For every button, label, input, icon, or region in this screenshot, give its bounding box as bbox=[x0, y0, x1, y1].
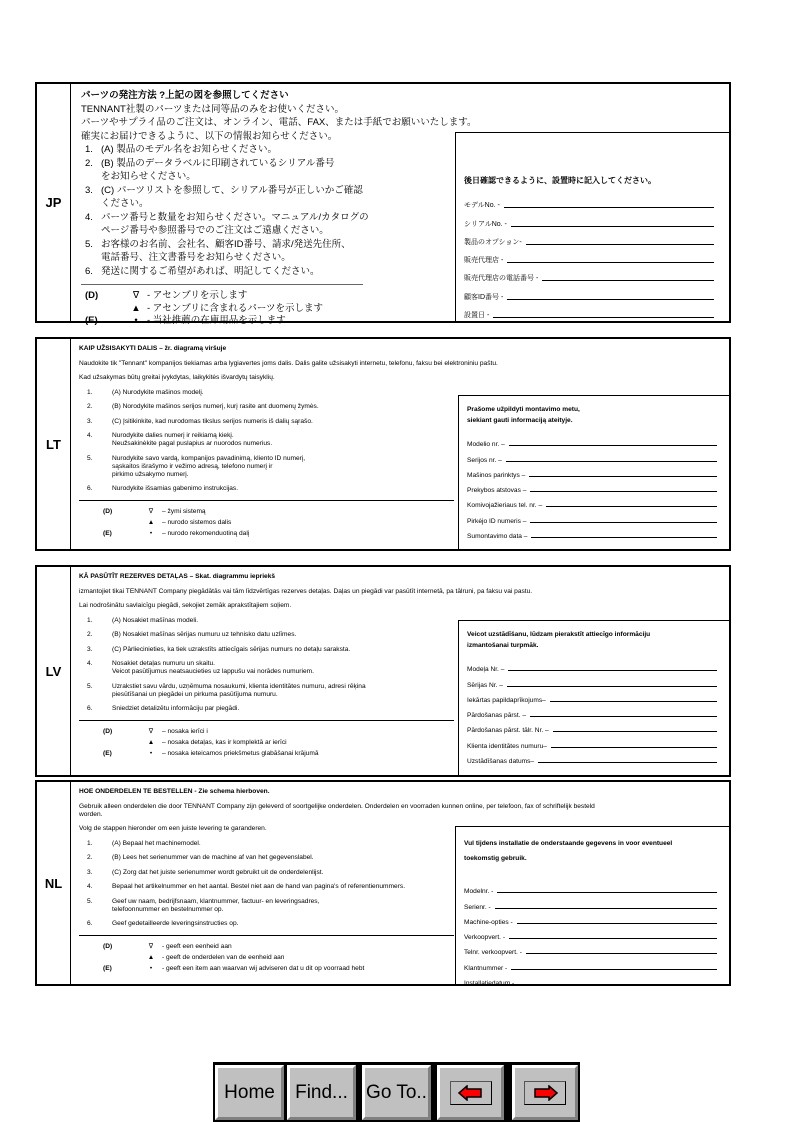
assembly-triangle-icon: ∇ bbox=[148, 727, 154, 735]
field-input-line[interactable] bbox=[511, 969, 717, 970]
field-input-line[interactable] bbox=[542, 280, 714, 281]
section-jp bbox=[35, 82, 731, 326]
next-page-button[interactable] bbox=[512, 1065, 578, 1120]
form-field bbox=[464, 229, 714, 247]
language-code: JP bbox=[37, 84, 71, 321]
step-text: (B) Norodykite mašinos serijos numerį, kurį rasite ant duomenų žymės. bbox=[112, 403, 319, 410]
navigation-bar bbox=[213, 1062, 580, 1122]
bullet-icon: • bbox=[149, 529, 153, 537]
field-label: Modelnr. - bbox=[464, 888, 494, 896]
field-label: Sumontavimo data – bbox=[467, 533, 528, 541]
field-label: 製品のオプション- bbox=[464, 238, 522, 246]
step-text: お客様のお名前、会社名、顧客ID番号、請求/発送先住所、 電話番号、注文書番号をお知らせください。 bbox=[101, 238, 351, 263]
legend-text: - geeft de onderdelen van de eenheid aan bbox=[162, 953, 285, 961]
form-field bbox=[464, 265, 714, 283]
field-input-line[interactable] bbox=[509, 938, 717, 939]
assembly-triangle-icon: ∇ bbox=[148, 507, 154, 515]
field-input-line[interactable] bbox=[553, 731, 717, 732]
field-label: 顧客ID番号 - bbox=[464, 293, 504, 301]
step-text: (A) Nosakiet mašīnas modeli. bbox=[112, 616, 199, 624]
form-field bbox=[467, 689, 717, 704]
home-button[interactable]: Home bbox=[215, 1065, 284, 1120]
step-number: 4. bbox=[87, 432, 93, 439]
field-label: 販売代理店 - bbox=[464, 257, 504, 265]
form-field bbox=[467, 750, 717, 765]
step-number: 4. bbox=[87, 883, 93, 890]
form-field bbox=[467, 734, 717, 749]
field-label: Modeļa Nr. – bbox=[467, 666, 505, 674]
step-text: (B) Nosakiet mašīnas sērijas numuru uz tehnisko datu uzlīmes. bbox=[112, 631, 297, 638]
step-number: 6. bbox=[85, 265, 93, 277]
bullet-icon: • bbox=[134, 315, 138, 326]
step-text: (C) Pārliecinieties, ka tiek uzrakstīts attiecīgais sērijas numurs no detaļu saraksta. bbox=[112, 645, 351, 653]
language-code: LT bbox=[37, 339, 71, 549]
step-text: Nurodykite dalies numerį ir reikiamą kiekį. Neužsakinėkite pagal puslapius ar nuorodos numerius. bbox=[112, 432, 273, 447]
step-number: 2. bbox=[85, 157, 93, 169]
field-input-line[interactable] bbox=[507, 686, 717, 687]
field-input-line[interactable] bbox=[508, 670, 717, 671]
assembly-triangle-icon: ∇ bbox=[132, 290, 140, 301]
step-text: Geef gedetailleerde leveringsinstructies op. bbox=[112, 920, 239, 927]
legend-key: (D) bbox=[103, 507, 113, 515]
step-number: 5. bbox=[85, 238, 93, 250]
legend-text: - 当社推薦の在庫用品を示します bbox=[147, 315, 286, 326]
step-number: 3. bbox=[87, 868, 93, 876]
installation-record-form bbox=[458, 395, 729, 549]
field-label: Klantnummer - bbox=[464, 964, 508, 972]
installation-record-form bbox=[455, 132, 729, 321]
form-field bbox=[467, 448, 717, 463]
form-field bbox=[464, 283, 714, 301]
legend-text: – nosaka ierīci i bbox=[162, 727, 208, 735]
step-number: 1. bbox=[87, 839, 93, 847]
field-input-line[interactable] bbox=[511, 226, 714, 227]
field-label: Uzstādīšanas datums– bbox=[467, 758, 535, 766]
form-field bbox=[464, 895, 717, 910]
intro-text: Lai nodrošinātu savlaicīgu piegādi, sekojiet zemāk aprakstītajiem soļiem. bbox=[79, 602, 292, 609]
field-input-line[interactable] bbox=[506, 461, 717, 462]
field-label: Modelio nr. – bbox=[467, 441, 505, 449]
section-title: HOE ONDERDELEN TE BESTELLEN - Zie schema hierboven. bbox=[79, 788, 270, 795]
form-field bbox=[467, 494, 717, 509]
step-text: (C) Įsitikinkite, kad nurodomas tikslus serijos numeris iš dalių sąrašo. bbox=[112, 417, 313, 425]
field-label: Installatiedatum - bbox=[464, 980, 515, 988]
field-input-line[interactable] bbox=[550, 701, 717, 702]
step-text: (C) パーツリストを参照して、シリアル番号が正しいかご確認 ください。 bbox=[101, 184, 363, 209]
intro-text: Kad užsakymas būtų greitai įvykdytas, laikykitės išvardytų taisyklių. bbox=[79, 374, 275, 381]
form-field bbox=[464, 192, 714, 210]
language-code: NL bbox=[37, 782, 71, 984]
field-label: Machine-opties - bbox=[464, 918, 513, 926]
section-title: パーツの発注方法 ?上記の図を参照してください bbox=[81, 90, 289, 101]
form-field bbox=[467, 433, 717, 448]
step-text: Geef uw naam, bedrijfsnaam, klantnummer, factuur- en leveringsadres, telefoonnummer en bestelnummer op. bbox=[112, 897, 320, 913]
step-text: 発送に関するご希望があれば、明記してください。 bbox=[101, 265, 320, 277]
field-input-line[interactable] bbox=[531, 537, 717, 538]
section-nl bbox=[35, 780, 731, 986]
step-text: (A) 製品のモデル名をお知らせください。 bbox=[101, 144, 278, 155]
form-field bbox=[464, 926, 717, 941]
form-field bbox=[464, 880, 717, 895]
field-input-line[interactable] bbox=[507, 299, 714, 300]
section-title: KAIP UŽSISAKYTI DALIS – žr. diagramą viršuje bbox=[79, 345, 227, 352]
field-label: Serijos nr. – bbox=[467, 456, 502, 464]
form-field bbox=[464, 956, 717, 971]
part-triangle-icon: ▲ bbox=[147, 953, 155, 961]
arrow-right-icon bbox=[524, 1081, 566, 1105]
find-button[interactable]: Find... bbox=[287, 1065, 356, 1120]
previous-page-button[interactable] bbox=[437, 1065, 504, 1120]
step-number: 3. bbox=[87, 417, 93, 425]
field-input-line[interactable] bbox=[530, 522, 717, 523]
form-title: Veicot uzstādīšanu, lūdzam pierakstīt attiecīgo informāciju izmantošanai turpmāk. bbox=[467, 631, 651, 649]
field-input-line[interactable] bbox=[509, 445, 717, 446]
form-title: 後日確認できるように、設置時に記入してください。 bbox=[464, 176, 656, 185]
field-input-line[interactable] bbox=[529, 476, 717, 477]
step-number: 3. bbox=[85, 184, 93, 196]
step-text: (A) Nurodykite mašinos modelį. bbox=[112, 388, 204, 396]
intro-text: 確実にお届けできるように、以下の情報お知らせください。 bbox=[81, 130, 338, 142]
step-text: Uzrakstiet savu vārdu, uzņēmuma nosaukumi, klienta identitātes numuru, adresi rēķina piesūtīšanai un piegādei un pirkuma pasūtījuma numuru. bbox=[112, 682, 366, 698]
field-label: Pārdošanas pārst. – bbox=[467, 712, 527, 720]
step-number: 4. bbox=[87, 660, 93, 667]
language-code: LV bbox=[37, 567, 71, 775]
form-field bbox=[464, 247, 714, 265]
form-field bbox=[467, 719, 717, 734]
form-field bbox=[464, 210, 714, 228]
step-number: 6. bbox=[87, 920, 93, 927]
field-input-line[interactable] bbox=[530, 716, 717, 717]
legend-text: - geeft een item aan waarvan wij adviseren dat u dit op voorraad hebt bbox=[162, 964, 365, 972]
step-number: 1. bbox=[87, 616, 93, 624]
arrow-left-icon bbox=[450, 1081, 492, 1105]
field-input-line[interactable] bbox=[493, 317, 714, 318]
step-number: 3. bbox=[87, 645, 93, 653]
step-text: (B) Lees het serienummer van de machine af van het gegevenslabel. bbox=[112, 854, 314, 861]
step-number: 2. bbox=[87, 631, 93, 638]
legend-key: (D) bbox=[103, 727, 113, 735]
step-number: 5. bbox=[87, 454, 93, 462]
section-lv bbox=[35, 565, 731, 777]
form-field bbox=[467, 658, 717, 673]
legend-key: (E) bbox=[85, 315, 98, 326]
legend-text: – nurodo sistemos dalis bbox=[162, 518, 232, 526]
field-label: Mašinos parinktys – bbox=[467, 471, 526, 479]
step-number: 2. bbox=[87, 403, 93, 410]
step-text: (B) 製品のデータラベルに印刷されているシリアル番号 をお知らせください。 bbox=[101, 157, 335, 182]
form-title: Vul tijdens installatie de onderstaande gegevens in voor eventueel toekomstig gebruik. bbox=[464, 840, 673, 862]
step-number: 1. bbox=[87, 388, 93, 396]
legend-text: – nurodo rekomenduotiną dalį bbox=[162, 529, 250, 537]
legend-text: – nosaka detaļas, kas ir komplektā ar ierīci bbox=[162, 738, 287, 746]
legend-key: (E) bbox=[103, 749, 112, 757]
legend-text: - アセンブリに含まれるパーツを示します bbox=[147, 302, 323, 314]
step-number: 2. bbox=[87, 854, 93, 861]
divider bbox=[81, 284, 363, 285]
divider bbox=[79, 720, 454, 721]
intro-text: TENNANT社製のパーツまたは同等品のみをお使いください。 パーツやサプライ品のご注文は、オンライン、電話、FAX、または手紙でお願いいたします。 bbox=[81, 103, 477, 128]
field-input-line[interactable] bbox=[530, 491, 717, 492]
field-input-line[interactable] bbox=[526, 244, 714, 245]
field-label: 設置日 - bbox=[464, 312, 490, 320]
intro-text: Naudokite tik "Tennant" kompanijos tiekiamas arba lygiavertes joms dalis. Dalis galite užsisakyti internetu, telefonu, faksu bei elektroniniu paštu. bbox=[79, 359, 498, 367]
field-label: Komivojažieriaus tel. nr. – bbox=[467, 502, 543, 510]
bullet-icon: • bbox=[149, 964, 153, 972]
field-input-line[interactable] bbox=[538, 762, 717, 763]
legend-text: - アセンブリを示します bbox=[147, 290, 248, 301]
step-number: 1. bbox=[85, 144, 93, 155]
field-label: Telnr. verkoopvert. - bbox=[464, 949, 522, 957]
intro-text: izmantojiet tikai TENNANT Company piegādātās vai tām līdzvērtīgas rezerves detaļas. Daļas un piegādi var pasūtīt internetā, pa tālruni, pa faksu vai pastu. bbox=[79, 587, 533, 595]
field-input-line[interactable] bbox=[551, 747, 717, 748]
field-input-line[interactable] bbox=[517, 923, 717, 924]
field-label: シリアルNo. - bbox=[464, 220, 507, 228]
legend-text: – žymi sistemą bbox=[162, 507, 206, 515]
form-field bbox=[467, 479, 717, 494]
form-title: Prašome užpildyti montavimo metu, siekiant gauti informaciją ateityje. bbox=[467, 406, 580, 424]
step-text: Nurodykite išsamias gabenimo instrukcijas. bbox=[112, 485, 239, 492]
go-to-button[interactable]: Go To.. bbox=[362, 1065, 431, 1120]
field-input-line[interactable] bbox=[526, 953, 717, 954]
form-field bbox=[467, 673, 717, 688]
step-number: 6. bbox=[87, 705, 93, 712]
step-text: パーツ番号と数量をお知らせください。マニュアル/カタログの ページ番号や参照番号でのご注文はご遠慮ください。 bbox=[101, 211, 369, 236]
field-label: Serienr. - bbox=[464, 903, 491, 911]
field-label: モデルNo. - bbox=[464, 202, 500, 210]
form-field bbox=[464, 972, 717, 987]
divider bbox=[79, 500, 454, 501]
form-field bbox=[464, 911, 717, 926]
field-input-line[interactable] bbox=[518, 984, 717, 985]
step-text: Nurodykite savo vardą, kompanijos pavadinimą, kliento ID numerį, sąskaitos išrašymo ir vežimo adresą, telefono numerį ir pirkimo užsakymo numerį. bbox=[112, 454, 306, 478]
form-field bbox=[467, 704, 717, 719]
section-lt bbox=[35, 337, 731, 551]
legend-text: – nosaka ieteicamos priekšmetus glabāšanai krājumā bbox=[162, 749, 319, 757]
field-input-line[interactable] bbox=[504, 207, 714, 208]
legend-text: - geeft een eenheid aan bbox=[162, 942, 232, 950]
form-field bbox=[467, 464, 717, 479]
step-text: (A) Bepaal het machinemodel. bbox=[112, 839, 201, 847]
part-triangle-icon: ▲ bbox=[147, 518, 155, 526]
installation-record-form bbox=[455, 826, 729, 988]
installation-record-form bbox=[458, 620, 729, 775]
step-number: 4. bbox=[85, 211, 93, 223]
field-label: Sērijas Nr. – bbox=[467, 681, 503, 689]
field-input-line[interactable] bbox=[507, 262, 714, 263]
field-label: Iekārtas papildaprīkojums– bbox=[467, 696, 546, 704]
legend-key: (E) bbox=[103, 529, 112, 537]
field-label: Pārdošanas pārst. tālr. Nr. – bbox=[467, 727, 549, 735]
legend-key: (D) bbox=[103, 942, 113, 950]
section-title: KĀ PASŪTĪT REZERVES DETAĻAS – Skat. diagrammu iepriekš bbox=[79, 573, 276, 580]
field-input-line[interactable] bbox=[495, 908, 717, 909]
step-text: Sniedziet detalizētu informāciju par piegādi. bbox=[112, 705, 240, 712]
part-triangle-icon: ▲ bbox=[131, 302, 141, 314]
field-label: Verkoopvert. - bbox=[464, 934, 506, 942]
step-text: Nosakiet detaļas numuru un skaitu. Veicot pasūtījumus neatsaucieties uz lappušu vai norādes numuriem. bbox=[112, 660, 314, 675]
form-field bbox=[464, 302, 714, 320]
legend-key: (D) bbox=[85, 290, 99, 301]
field-input-line[interactable] bbox=[546, 506, 717, 507]
step-text: Bepaal het artikelnummer en het aantal. Bestel niet aan de hand van pagina's of referentienummers. bbox=[112, 883, 406, 890]
field-label: 販売代理店の電話番号 - bbox=[464, 275, 539, 283]
bullet-icon: • bbox=[149, 749, 153, 757]
form-field bbox=[467, 525, 717, 540]
form-field bbox=[467, 509, 717, 524]
part-triangle-icon: ▲ bbox=[147, 738, 155, 746]
step-number: 6. bbox=[87, 485, 93, 492]
intro-text: Gebruik alleen onderdelen die door TENNANT Company zijn geleverd of soortgelijke onderdelen. Onderdelen en voorraden kunnen online, per telefoon, fax of schriftelijk besteld worden. bbox=[79, 802, 595, 818]
field-input-line[interactable] bbox=[497, 892, 717, 893]
legend-key: (E) bbox=[103, 964, 112, 972]
form-field bbox=[464, 941, 717, 956]
field-label: Prekybos atstovas – bbox=[467, 487, 527, 495]
step-number: 5. bbox=[87, 897, 93, 905]
field-label: Pirkėjo ID numeris – bbox=[467, 517, 527, 525]
assembly-triangle-icon: ∇ bbox=[148, 942, 154, 950]
step-text: (C) Zorg dat het juiste serienummer wordt gebruikt uit de onderdelenlijst. bbox=[112, 868, 324, 876]
field-label: Klienta identitātes numuru– bbox=[467, 742, 547, 750]
divider bbox=[79, 935, 454, 936]
intro-text: Volg de stappen hieronder om een juiste levering te garanderen. bbox=[79, 825, 267, 832]
step-number: 5. bbox=[87, 682, 93, 690]
